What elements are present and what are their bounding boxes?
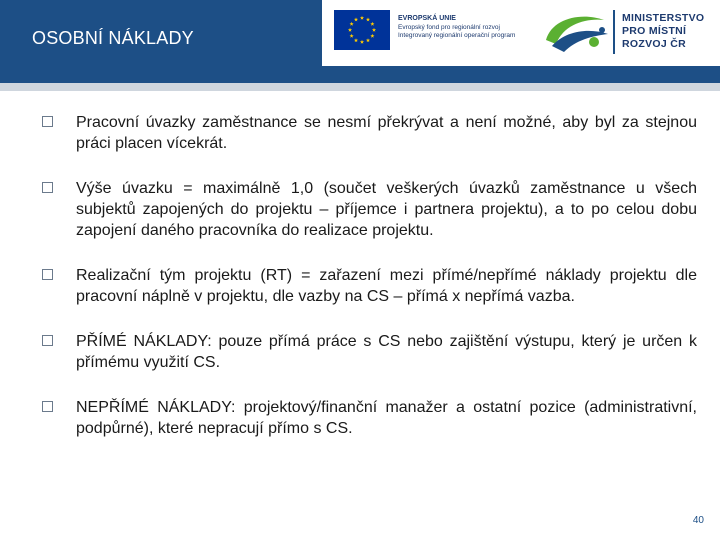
- square-bullet-icon: [42, 401, 53, 412]
- square-bullet-icon: [42, 182, 53, 193]
- eu-logo-text: [398, 15, 538, 41]
- ministry-separator: [613, 10, 615, 54]
- page-number: 40: [692, 515, 704, 526]
- eu-fund: Evropský fond pro regionální rozvoj: [398, 23, 500, 31]
- bullet-text: PŘÍMÉ NÁKLADY: pouze přímá práce s CS nebo zajištění výstupu, který je určen k přímému využití CS.: [76, 333, 697, 371]
- ministry-name: [622, 12, 718, 51]
- bullet-text: Realizační tým projektu (RT) = zařazení mezi přímé/nepřímé náklady projektu dle pracovní náplně v projektu, dle vazby na CS – přímá x nepřímá vazba.: [76, 267, 697, 305]
- bullet-item: [42, 331, 697, 373]
- bullet-list: [42, 112, 697, 439]
- ministry-line-1: MINISTERSTVO: [622, 12, 705, 24]
- ministry-line-3: ROZVOJ ČR: [622, 38, 686, 50]
- bullet-item: [42, 112, 697, 154]
- bullet-text: Pracovní úvazky zaměstnance se nesmí překrývat a není možné, aby byl za stejnou práci placen vícekrát.: [76, 114, 697, 152]
- eu-flag-icon: [334, 10, 390, 50]
- bullet-text: Výše úvazku = maximálně 1,0 (součet veškerých úvazků zaměstnance u všech subjektů zapojených do projektu – příjemce i partnera projektu), a to po celou dobu zapojení daného pracovníka do realizace projektu.: [76, 180, 697, 239]
- bullet-item: [42, 265, 697, 307]
- ministry-logo-icon: [542, 10, 612, 54]
- eu-program: Integrovaný regionální operační program: [398, 32, 516, 39]
- slide-title: OSOBNÍ NÁKLADY: [32, 28, 194, 48]
- eu-name: EVROPSKÁ UNIE: [398, 15, 456, 22]
- square-bullet-icon: [42, 335, 53, 346]
- logo-panel: [322, 0, 720, 66]
- square-bullet-icon: [42, 269, 53, 280]
- bullet-item: [42, 178, 697, 241]
- bullet-item: [42, 397, 697, 439]
- bullet-text: NEPŘÍMÉ NÁKLADY: projektový/finanční manažer a ostatní pozice (administrativní, podpůrné), které nepracují přímo s CS.: [76, 399, 697, 437]
- header-divider: [0, 83, 720, 91]
- square-bullet-icon: [42, 116, 53, 127]
- ministry-line-2: PRO MÍSTNÍ: [622, 25, 687, 37]
